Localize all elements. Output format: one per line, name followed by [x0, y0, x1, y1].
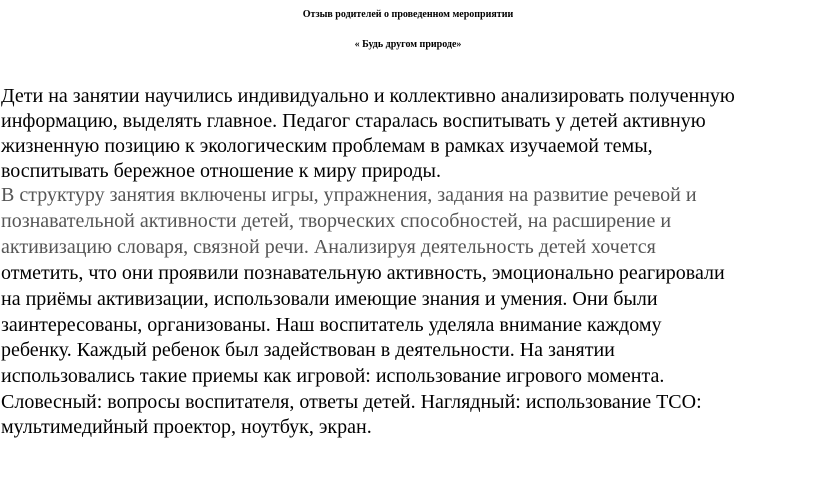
paragraph-2-line: активизацию словаря, связной речи. Анализируя деятельность детей хочется: [1, 236, 656, 258]
paragraph-2-line: использовались такие приемы как игровой: использование игрового момента.: [1, 365, 665, 387]
paragraph-2-line: заинтересованы, организованы. Наш воспитатель уделяла внимание каждому: [1, 314, 662, 336]
paragraph-1-line: Дети на занятии научились индивидуально и коллективно анализировать полученную: [1, 85, 735, 107]
title-line-2: « Будь другом природе»: [354, 39, 462, 50]
paragraph-2-line: познавательной активности детей, творческих способностей, на расширение и: [1, 210, 672, 232]
paragraph-1-line: жизненную позицию к экологическим проблемам в рамках изучаемой темы,: [1, 135, 653, 157]
paragraph-1-line: информацию, выделять главное. Педагог старалась воспитывать у детей активную: [1, 110, 706, 132]
paragraph-2-line: ребенку. Каждый ребенок был задействован в деятельности. На занятии: [1, 339, 615, 361]
title-line-1: Отзыв родителей о проведенном мероприятии: [302, 9, 514, 20]
paragraph-2-line: В структуру занятия включены игры, упражнения, задания на развитие речевой и: [1, 184, 697, 206]
paragraph-2-line: на приёмы активизации, использовали имеющие знания и умения. Они были: [1, 288, 658, 310]
paragraph-2-line: отметить, что они проявили познавательную активность, эмоционально реагировали: [1, 262, 725, 284]
paragraph-2-line: мультимедийный проектор, ноутбук, экран.: [1, 416, 372, 438]
paragraph-2-line: Словесный: вопросы воспитателя, ответы детей. Наглядный: использование ТСО:: [1, 391, 702, 413]
paragraph-1-line: воспитывать бережное отношение к миру природы.: [1, 160, 441, 182]
